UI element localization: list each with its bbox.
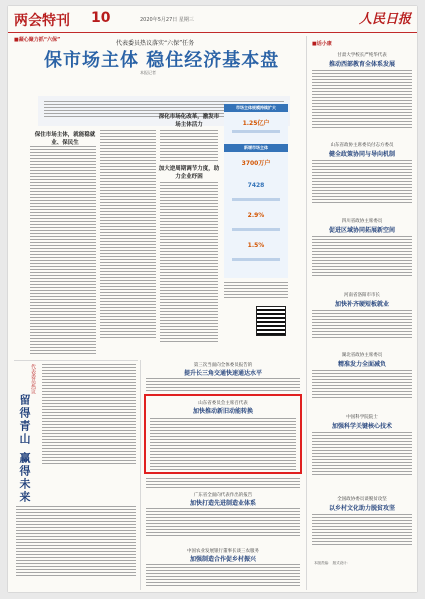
main-subtitle: 代表委员热议落实“六保”任务 [116, 40, 195, 47]
feature-text [42, 364, 136, 466]
right-story-3-sub: 四川省政协主席委员 [341, 219, 383, 224]
story-4-sub: 中国农业发展银行董事长谈三农服务 [187, 549, 259, 554]
col3-text [160, 182, 218, 344]
right-story-2-sub: 山东省政协主席委员付志方委员 [330, 143, 394, 148]
section-name: 两会特刊 [14, 13, 70, 29]
right-story-4-text [312, 310, 412, 340]
infographic-value-2: 3700万户 [241, 160, 271, 167]
infographic-label-2: 新增市场主体 [224, 144, 288, 152]
page-number: 10 [91, 10, 111, 26]
infographic-bar [232, 198, 280, 201]
infographic-bar [232, 228, 280, 231]
divider [306, 36, 307, 590]
infographic-bar [232, 130, 280, 133]
col4-text [224, 282, 288, 300]
right-story-6-sub: 中国科学院院士 [346, 415, 378, 420]
right-story-3-title: 促进区域协同拓展新空间 [328, 227, 395, 234]
right-story-3-text [312, 236, 412, 278]
story-2-sub: 山东省委员会主席召代表 [198, 401, 248, 406]
story-3-sub: 广东省全面向代表作出的报告 [193, 493, 253, 498]
right-story-5-title: 精准发力全面减负 [337, 361, 386, 368]
story-3-text [146, 508, 300, 538]
right-headline: 深化市场化改革，激发市场主体活力 [158, 114, 220, 128]
story-2-title: 加快推动新旧动能转换 [192, 408, 253, 415]
footer-editor: 本版责编： [314, 561, 332, 565]
right-story-5-text [312, 370, 412, 400]
story-2-text [150, 418, 296, 472]
feature-text-lower [16, 506, 136, 578]
story-3-title: 加快打造先进制造业体系 [189, 500, 256, 507]
right-story-7-title: 以乡村文化助力脱贫攻坚 [328, 505, 395, 512]
right-kicker: ■话小康 [312, 41, 332, 47]
main-kicker: ■凝心聚力抓“六保” [14, 37, 61, 43]
newspaper-logo: 人民日报 [358, 12, 411, 27]
qr-code [256, 306, 286, 336]
infographic-bar [232, 258, 280, 261]
infographic-value-4: 2.9% [247, 212, 265, 219]
vertical-feature-title: 留得青山 赢得未来 [18, 394, 31, 504]
story-1-text [146, 378, 300, 393]
story-4-title: 加强制造合作促乡村振兴 [189, 556, 256, 563]
story-2b-text [146, 478, 300, 490]
masthead [8, 6, 417, 33]
left-headline: 保住市场主体，就能稳就业、保民生 [34, 132, 96, 146]
infographic [224, 102, 288, 278]
highlighted-article[interactable] [144, 394, 302, 474]
page-footer [314, 561, 412, 566]
divider [140, 360, 141, 590]
vertical-feature-tag: 代表委员热议 [30, 364, 36, 394]
col3-top-text [160, 130, 218, 163]
right-story-7-text [312, 514, 412, 547]
right-story-2-text [312, 160, 412, 205]
right-story-1-sub: 甘肃大学校长严纯华代表 [337, 53, 387, 58]
infographic-label-1: 市场主体规模持续扩大 [224, 104, 288, 112]
story-4-text [146, 564, 300, 588]
main-byline: 本报记者 [140, 70, 156, 75]
right-story-4-sub: 河南省洛阳市市长 [344, 293, 380, 298]
right-story-2-title: 健全政策协同与导向机制 [328, 151, 395, 158]
right-story-6-title: 加强科学关键核心技术 [331, 423, 392, 430]
divider [14, 360, 138, 361]
newspaper-page [8, 6, 417, 592]
main-headline: 保市场主体 稳住经济基本盘 [44, 50, 280, 71]
right-story-1-text [312, 70, 412, 130]
footer-design: 版式设计： [332, 561, 351, 565]
left-column-text [30, 146, 96, 356]
mid-headline: 加大逆周期调节力度，助力企业纾困 [158, 166, 220, 180]
right-story-6-text [312, 432, 412, 477]
story-1-title: 提升长三角交通快速通达水平 [183, 370, 262, 377]
right-story-7-sub: 全国政协委员谈脱贫攻坚 [337, 497, 387, 502]
issue-date: 2020年5月27日 星期三 [140, 17, 194, 23]
right-story-5-sub: 湖北省政协主席委员 [341, 353, 383, 358]
right-story-4-title: 加快补齐硬短板就业 [334, 301, 389, 308]
right-story-1-title: 推动西部教育全体系发展 [328, 61, 395, 68]
story-1-sub: 第三次当面向全体委员报告的 [193, 363, 253, 368]
infographic-value-1: 1.25亿户 [242, 120, 270, 127]
col2-text [100, 130, 156, 340]
infographic-value-3: 7428 [247, 182, 265, 189]
infographic-value-5: 1.5% [247, 242, 265, 249]
